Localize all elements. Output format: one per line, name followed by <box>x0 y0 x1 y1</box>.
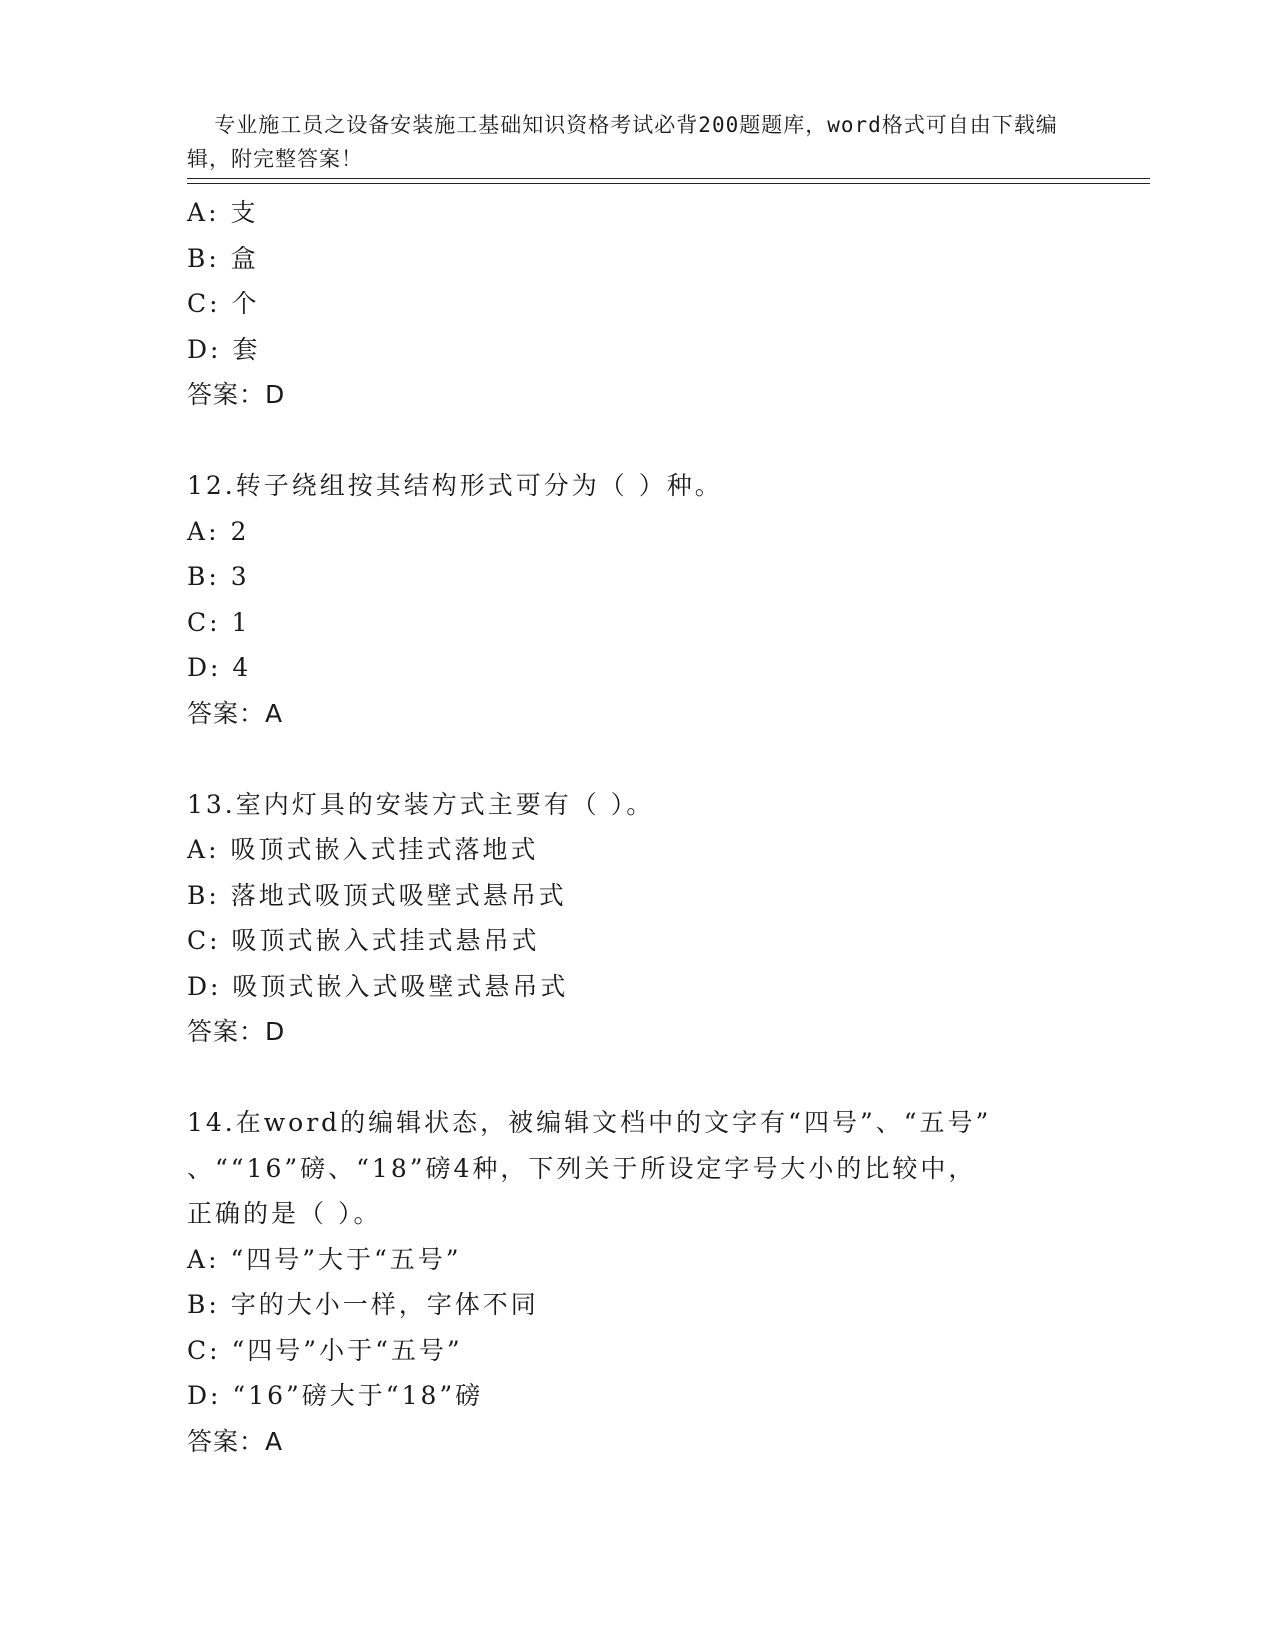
answer-line: 答案：D <box>187 380 286 409</box>
header-text: 专业施工员之设备安装施工基础知识资格考试必背200题题库，word格式可自由下载编辑，附完整答案！ <box>187 113 1058 171</box>
option-b: B: 字的大小一样，字体不同 <box>187 1290 539 1319</box>
option-text: “四号”小于“五号” <box>231 1335 463 1365</box>
answer-line: 答案：A <box>187 698 284 728</box>
option-a: A: 支 <box>187 198 259 227</box>
option-d: D: 吸顶式嵌入式吸壁式悬吊式 <box>187 971 569 1001</box>
option-text: 落地式吸顶式吸壁式悬吊式 <box>230 880 567 910</box>
question-text: 在word的编辑状态，被编辑文档中的文字有“四号”、“五号” <box>235 1108 992 1137</box>
question-14 <box>187 1100 1087 1464</box>
question-stem-line-2 <box>187 1146 1087 1192</box>
option-c: C: “四号”小于“五号” <box>187 1335 463 1365</box>
option-d: D: “16”磅大于“18”磅 <box>187 1381 484 1410</box>
option-text: “16”磅大于“18”磅 <box>232 1381 484 1410</box>
answer-value: A <box>265 698 284 728</box>
option-text: 4 <box>232 653 252 682</box>
option-c: C: 个 <box>187 289 260 318</box>
question-stem <box>187 782 1087 828</box>
option-text: 吸顶式嵌入式挂式落地式 <box>230 835 539 864</box>
option-text: “四号”大于“五号” <box>230 1244 462 1274</box>
question-13 <box>187 782 1087 1055</box>
question-text: 转子绕组按其结构形式可分为（ ）种。 <box>235 471 723 500</box>
option-text: 支 <box>230 198 259 227</box>
question-list <box>187 190 1087 1464</box>
option-text: 盒 <box>230 243 259 273</box>
question-12 <box>187 463 1087 736</box>
question-text: 正确的是（ ）。 <box>187 1199 382 1228</box>
answer-line: 答案：A <box>187 1426 284 1456</box>
option-text: 套 <box>232 334 261 364</box>
partial-question <box>187 190 1087 418</box>
option-b: B: 盒 <box>187 243 259 273</box>
option-text: 3 <box>230 562 250 591</box>
question-stem <box>187 463 1087 509</box>
option-text: 吸顶式嵌入式吸壁式悬吊式 <box>232 971 569 1001</box>
option-d: D: 套 <box>187 334 261 364</box>
header-rule-top <box>187 178 1150 179</box>
question-number: 14. <box>187 1108 236 1137</box>
question-number: 13. <box>187 789 236 819</box>
option-text: 字的大小一样，字体不同 <box>230 1290 539 1319</box>
option-text: 2 <box>230 516 250 546</box>
question-text: 室内灯具的安装方式主要有（ ）。 <box>235 789 655 819</box>
document-header <box>187 74 1087 176</box>
question-stem-line-3 <box>187 1191 1087 1237</box>
option-b: B: 3 <box>187 562 250 591</box>
header-rule-bottom <box>187 183 1150 184</box>
answer-value: A <box>265 1426 284 1456</box>
answer-line: 答案：D <box>187 1017 286 1046</box>
option-d: D: 4 <box>187 653 252 682</box>
option-a: A: 吸顶式嵌入式挂式落地式 <box>187 835 539 864</box>
option-a: A: 2 <box>187 516 250 546</box>
option-c: C: 吸顶式嵌入式挂式悬吊式 <box>187 926 540 955</box>
option-text: 1 <box>231 607 251 637</box>
answer-value: D <box>265 1017 286 1046</box>
option-a: A: “四号”大于“五号” <box>187 1244 462 1274</box>
answer-value: D <box>265 380 286 409</box>
option-c: C: 1 <box>187 607 251 637</box>
question-stem-line-1 <box>187 1100 1087 1146</box>
option-text: 吸顶式嵌入式挂式悬吊式 <box>231 926 540 955</box>
question-number: 12. <box>187 471 236 500</box>
option-b: B: 落地式吸顶式吸壁式悬吊式 <box>187 880 567 910</box>
question-text: 、““16”磅、“18”磅4种，下列关于所设定字号大小的比较中， <box>187 1153 977 1183</box>
option-text: 个 <box>231 289 260 318</box>
